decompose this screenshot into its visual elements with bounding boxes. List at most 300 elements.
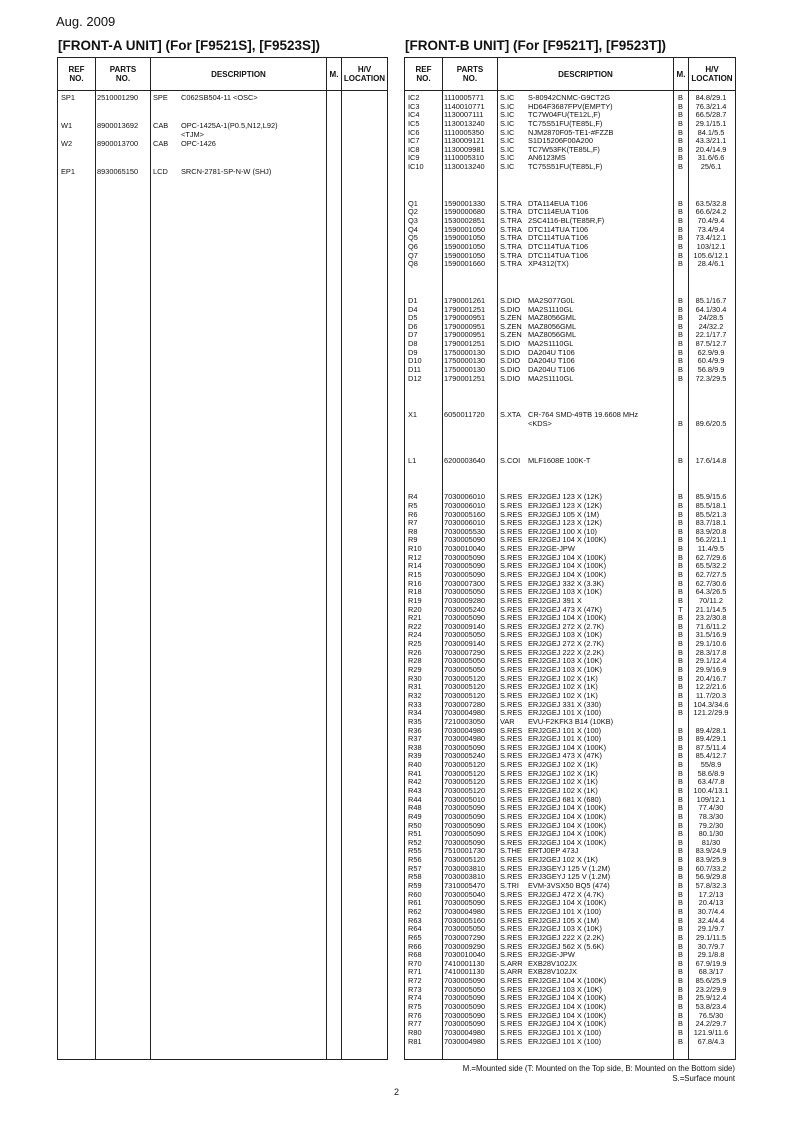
description-cell <box>497 735 673 744</box>
table-row <box>405 200 735 209</box>
location-cell: 79.2/30 <box>698 821 724 830</box>
component-type: S.ZEN <box>500 322 522 331</box>
component-description: ERJ2GEJ 331 X (330) <box>528 700 602 709</box>
ref-cell: R16 <box>408 579 422 588</box>
component-description: ERJ2GEJ 123 X (12K) <box>528 501 602 510</box>
ref-cell: D5 <box>408 314 418 323</box>
table-row <box>405 960 735 969</box>
ref-cell: R9 <box>408 536 418 545</box>
description-cell <box>497 701 673 710</box>
location-cell: 66.6/24.2 <box>695 208 727 217</box>
mount-side-cell <box>326 140 341 149</box>
location-cell <box>341 140 387 149</box>
part-number-cell: 7030005090 <box>444 812 486 821</box>
mount-side-cell: B <box>678 536 683 545</box>
mount-side-cell: B <box>678 743 683 752</box>
component-description: ERJ2GEJ 102 X (1K) <box>528 674 598 683</box>
component-description: ERJ2GEJ 101 X (100) <box>528 907 602 916</box>
ref-cell: R7 <box>408 519 418 528</box>
description-cell <box>150 148 326 168</box>
location-cell: 103/12.1 <box>696 242 726 251</box>
location-cell: 76.5/30 <box>698 1011 724 1020</box>
part-number-cell: 1790001251 <box>444 305 486 314</box>
table-row <box>405 796 735 805</box>
component-description: ERJ2GEJ 104 X (100K) <box>528 830 607 839</box>
component-description: ERJ2GEJ 102 X (1K) <box>528 761 598 770</box>
part-number-cell: 1590001050 <box>444 242 486 251</box>
table-row <box>405 172 735 200</box>
component-type: S.RES <box>500 545 523 554</box>
mount-side-cell: B <box>678 873 683 882</box>
description-cell <box>497 519 673 528</box>
description-cell <box>497 614 673 623</box>
location-cell: 21.1/14.5 <box>695 605 727 614</box>
component-description: TC75S51FU(TE85L,F) <box>528 119 603 128</box>
location-cell: 63.5/32.8 <box>695 199 727 208</box>
component-type: S.RES <box>500 804 523 813</box>
component-description: AN6123MS <box>528 154 566 163</box>
mount-side-cell <box>673 383 688 411</box>
col-header-parts: PARTS NO. <box>443 58 498 90</box>
table-row <box>405 908 735 917</box>
location-cell: 64.1/30.4 <box>695 305 727 314</box>
mount-side-cell <box>326 168 341 177</box>
part-number-cell: 7030005090 <box>444 838 486 847</box>
description-cell <box>497 770 673 779</box>
part-number-cell <box>95 131 150 140</box>
part-number-cell: 1530002851 <box>444 217 486 226</box>
table-row <box>405 528 735 537</box>
table-row <box>405 657 735 666</box>
component-type: S.TRA <box>500 242 522 251</box>
ref-cell: R37 <box>408 735 422 744</box>
component-description: ERJ2GEJ 332 X (3.3K) <box>528 579 604 588</box>
ref-cell: R24 <box>408 631 422 640</box>
location-cell: 11.7/20.3 <box>695 691 727 700</box>
ref-cell <box>405 269 442 297</box>
description-cell <box>497 502 673 511</box>
mount-side-cell: B <box>678 501 683 510</box>
ref-cell: R19 <box>408 596 422 605</box>
location-cell: 20.4/13 <box>698 899 724 908</box>
component-description: DTC114TUA T106 <box>528 251 589 260</box>
component-type: S.RES <box>500 787 523 795</box>
component-type: S.RES <box>500 916 523 925</box>
mount-side-cell: B <box>678 527 683 536</box>
location-cell: 85.5/21.3 <box>695 510 727 519</box>
part-number-cell: 7410001130 <box>444 968 485 977</box>
ref-cell <box>58 103 95 123</box>
part-number-cell: 7030005090 <box>444 553 486 562</box>
description-cell <box>497 260 673 269</box>
location-cell: 89.4/29.1 <box>695 735 727 744</box>
description-cell <box>497 934 673 943</box>
description-cell <box>497 269 673 297</box>
component-type: S.RES <box>500 683 523 692</box>
mount-side-cell: B <box>678 234 683 243</box>
component-type: S.ARR <box>500 968 523 977</box>
ref-cell: EP1 <box>61 167 75 176</box>
table-row <box>405 744 735 753</box>
mount-side-cell: B <box>678 119 683 128</box>
mount-side-cell: B <box>678 830 683 839</box>
table-row <box>405 252 735 261</box>
description-cell <box>497 226 673 235</box>
table-row <box>405 154 735 163</box>
mount-side-cell: B <box>678 260 683 269</box>
component-description: EVM-3VSX50 BQ5 (474) <box>528 882 610 891</box>
part-number-cell: 7310005470 <box>444 882 486 891</box>
table-row <box>405 580 735 589</box>
component-description: ERJ2GEJ 104 X (100K) <box>528 562 607 571</box>
location-cell: 29.1/9.7 <box>697 925 725 934</box>
component-type: S.IC <box>500 163 515 172</box>
table-row <box>405 943 735 952</box>
description-cell <box>497 420 673 429</box>
mount-side-cell: B <box>678 111 683 120</box>
description-cell <box>497 1003 673 1012</box>
part-number-cell: 7030005050 <box>444 985 486 994</box>
mount-side-cell: B <box>678 1028 683 1037</box>
table-row <box>58 168 387 177</box>
location-cell: 84.1/5.5 <box>697 128 725 137</box>
location-cell: 29.1/11.5 <box>695 933 727 942</box>
table-row <box>405 554 735 563</box>
mount-side-cell: B <box>678 985 683 994</box>
part-number-cell: 7030005090 <box>444 570 486 579</box>
part-number-cell: 1130013240 <box>444 163 485 172</box>
component-description: MA2S1110GL <box>528 305 574 314</box>
description-cell <box>497 366 673 375</box>
component-description: NJM2870F05-TE1-#FZZB <box>528 128 614 137</box>
mount-side-cell: B <box>678 959 683 968</box>
description-cell <box>497 796 673 805</box>
col-header-description: DESCRIPTION <box>151 58 327 90</box>
location-cell: 28.4/6.1 <box>697 260 725 269</box>
location-cell: 25/6.1 <box>700 163 722 172</box>
description-cell <box>497 1038 673 1047</box>
ref-cell: X1 <box>408 411 418 420</box>
table-row <box>405 493 735 502</box>
location-cell: 65.5/32.2 <box>695 562 727 571</box>
table-row <box>405 129 735 138</box>
component-type: S.RES <box>500 942 523 951</box>
mount-side-cell: B <box>678 787 683 795</box>
part-number-cell: 1590000680 <box>444 208 486 217</box>
component-description: ERJ3GEYJ 125 V (1.2M) <box>528 864 611 873</box>
table-row <box>405 562 735 571</box>
ref-cell: R12 <box>408 553 422 562</box>
location-cell: 31.5/16.9 <box>695 631 727 640</box>
component-type: S.RES <box>500 614 523 623</box>
component-description: ERJ2GEJ 103 X (10K) <box>528 925 602 934</box>
component-description: ERJ2GEJ 102 X (1K) <box>528 683 598 692</box>
component-type: S.ZEN <box>500 331 522 340</box>
description-cell <box>497 340 673 349</box>
mount-side-cell <box>673 269 688 297</box>
component-type: S.RES <box>500 873 523 882</box>
location-cell: 67.8/4.3 <box>697 1037 725 1046</box>
component-description: ERJ2GEJ 104 X (100K) <box>528 1003 607 1012</box>
part-number-cell: 7030009280 <box>444 596 486 605</box>
ref-cell: R33 <box>408 700 422 709</box>
col-header-location: H/V LOCATION <box>691 65 733 83</box>
location-cell <box>688 383 734 411</box>
mount-side-cell <box>326 103 341 123</box>
part-number-cell: 7030005160 <box>444 916 486 925</box>
mount-side-cell: B <box>678 666 683 675</box>
part-number-cell: 1790000951 <box>444 331 486 340</box>
ref-cell: R43 <box>408 787 422 795</box>
description-cell <box>497 357 673 366</box>
table-row <box>405 951 735 960</box>
location-cell <box>341 122 387 131</box>
component-description: SRCN-2781-SP-N-W (SHJ) <box>181 167 272 176</box>
component-type: S.RES <box>500 951 523 960</box>
description-cell <box>497 822 673 831</box>
mount-side-cell: B <box>678 864 683 873</box>
description-cell <box>497 1020 673 1029</box>
location-cell: 67.9/19.9 <box>695 959 727 968</box>
ref-cell: R36 <box>408 726 422 735</box>
component-type: S.RES <box>500 994 523 1003</box>
description-cell <box>497 899 673 908</box>
table-row <box>405 813 735 822</box>
mount-side-cell: B <box>678 968 683 977</box>
ref-cell: R21 <box>408 614 422 623</box>
part-number-cell: 1750000130 <box>444 366 486 375</box>
ref-cell: IC8 <box>408 145 420 154</box>
mount-side-cell: B <box>678 614 683 623</box>
mount-side-cell: B <box>678 856 683 865</box>
description-cell <box>497 709 673 718</box>
component-description: ERJ2GEJ 101 X (100) <box>528 735 602 744</box>
component-type: S.RES <box>500 553 523 562</box>
table-row <box>58 131 387 140</box>
description-cell <box>497 986 673 995</box>
location-cell: 89.4/28.1 <box>695 726 727 735</box>
mount-side-cell: B <box>678 510 683 519</box>
ref-cell <box>405 420 442 429</box>
mount-side-cell: B <box>678 916 683 925</box>
ref-cell: R32 <box>408 691 422 700</box>
component-type: S.RES <box>500 519 523 528</box>
ref-cell: R18 <box>408 588 422 597</box>
location-cell: 58.6/8.9 <box>697 769 725 778</box>
ref-cell: R62 <box>408 907 422 916</box>
component-description: ERJ2GEJ 104 X (100K) <box>528 812 607 821</box>
component-type: S.IC <box>500 154 515 163</box>
ref-cell: R66 <box>408 942 422 951</box>
ref-cell: R80 <box>408 1028 422 1037</box>
description-cell <box>497 787 673 796</box>
mount-side-cell: B <box>678 640 683 649</box>
component-type: S.TRA <box>500 260 522 269</box>
component-type: S.ZEN <box>500 314 522 323</box>
location-cell: 56.8/9.9 <box>697 366 725 375</box>
description-cell <box>497 744 673 753</box>
component-type: S.RES <box>500 493 523 502</box>
location-cell: 24.2/29.7 <box>695 1020 727 1029</box>
part-number-cell: 1110005350 <box>444 128 485 137</box>
component-description: MA2S077G0L <box>528 296 575 305</box>
description-cell <box>150 140 326 149</box>
location-cell <box>688 718 734 727</box>
table-row <box>405 804 735 813</box>
part-number-cell: 7030005050 <box>444 588 486 597</box>
part-number-cell: 7030005090 <box>444 830 486 839</box>
location-cell: 25.9/12.4 <box>695 994 727 1003</box>
location-cell: 53.8/23.4 <box>695 1003 727 1012</box>
mount-side-cell: B <box>678 163 683 172</box>
part-number-cell: 7030005160 <box>444 510 486 519</box>
description-cell <box>497 804 673 813</box>
ref-cell: SP1 <box>61 94 75 102</box>
ref-cell: R28 <box>408 657 422 666</box>
mount-side-cell: B <box>678 674 683 683</box>
part-number-cell: 7030005050 <box>444 666 486 675</box>
component-type: S.RES <box>500 657 523 666</box>
location-cell: 29.1/15.1 <box>695 119 727 128</box>
mount-side-cell: B <box>678 657 683 666</box>
table-row <box>405 120 735 129</box>
component-description: ERJ2GEJ 103 X (10K) <box>528 657 602 666</box>
location-cell: 28.3/17.8 <box>695 648 727 657</box>
mount-side-cell: B <box>678 519 683 528</box>
mount-side-cell: B <box>678 596 683 605</box>
ref-cell: R71 <box>408 968 422 977</box>
component-description: ERJ2GEJ 102 X (1K) <box>528 769 598 778</box>
mount-side-cell: B <box>678 545 683 554</box>
component-description: ERJ2GEJ 104 X (100K) <box>528 821 607 830</box>
description-cell <box>497 234 673 243</box>
location-cell: 87.5/12.7 <box>695 340 727 349</box>
part-number-cell: 2510001290 <box>97 94 139 102</box>
part-number-cell: 1790001261 <box>444 296 486 305</box>
part-number-cell: 7030005090 <box>444 1003 486 1012</box>
location-cell: 23.2/29.9 <box>695 985 727 994</box>
ref-cell: R26 <box>408 648 422 657</box>
component-type: S.RES <box>500 985 523 994</box>
component-description: ERJ2GEJ 391 X <box>528 596 582 605</box>
front-b-table-header <box>405 58 735 91</box>
component-type: S.RES <box>500 795 523 804</box>
front-b-title: [FRONT-B UNIT] (For [F9521T], [F9523T]) <box>405 38 667 53</box>
part-number-cell: 7030005090 <box>444 994 486 1003</box>
component-type: S.RES <box>500 925 523 934</box>
ref-cell: R38 <box>408 743 422 752</box>
component-description: ERJ2GEJ 101 X (100) <box>528 726 602 735</box>
location-cell: 56.2/21.1 <box>695 536 727 545</box>
description-cell <box>497 856 673 865</box>
component-type: VAR <box>500 717 515 726</box>
location-cell: 29.1/12.4 <box>695 657 727 666</box>
location-cell: 62.7/29.6 <box>695 553 727 562</box>
mount-side-cell: B <box>678 348 683 357</box>
component-description: ERJ2GE-JPW <box>528 951 575 960</box>
location-cell: 62.9/9.9 <box>697 348 725 357</box>
table-row <box>405 137 735 146</box>
part-number-cell: 1790000951 <box>444 322 486 331</box>
part-number-cell <box>442 465 497 493</box>
component-type: S.RES <box>500 864 523 873</box>
col-header-mount: M. <box>327 58 342 90</box>
component-type: S.RES <box>500 899 523 908</box>
component-description: DTC114TUA T106 <box>528 234 589 243</box>
description-cell <box>497 120 673 129</box>
component-description: ERJ2GEJ 473 X (47K) <box>528 752 602 761</box>
mount-side-cell: B <box>678 821 683 830</box>
component-type: S.RES <box>500 830 523 839</box>
part-number-cell: 7030005090 <box>444 1020 486 1029</box>
mount-side-cell <box>326 131 341 140</box>
part-number-cell <box>442 172 497 200</box>
part-number-cell: 7030005050 <box>444 925 486 934</box>
description-cell <box>497 917 673 926</box>
mount-side-cell: B <box>678 631 683 640</box>
component-description: ERJ2GEJ 681 X (680) <box>528 795 602 804</box>
location-cell: 17.2/13 <box>698 890 724 899</box>
description-cell <box>497 692 673 701</box>
mount-side-cell: B <box>678 890 683 899</box>
component-type: S.RES <box>500 778 523 787</box>
component-description: ERJ2GEJ 104 X (100K) <box>528 536 607 545</box>
component-type: S.TRA <box>500 225 522 234</box>
description-cell <box>497 580 673 589</box>
table-row <box>58 148 387 168</box>
table-row <box>405 977 735 986</box>
description-cell <box>150 168 326 177</box>
description-cell <box>497 429 673 457</box>
component-description: XP4312(TX) <box>528 260 569 269</box>
description-cell <box>497 314 673 323</box>
location-cell <box>341 103 387 123</box>
part-number-cell: 7030004980 <box>444 709 486 718</box>
part-number-cell: 7030003810 <box>444 873 486 882</box>
component-description: ERJ2GEJ 123 X (12K) <box>528 493 602 502</box>
table-row <box>405 873 735 882</box>
component-type: S.RES <box>500 527 523 536</box>
component-description: ERJ2GEJ 100 X (10) <box>528 527 598 536</box>
location-cell: 85.5/18.1 <box>695 501 727 510</box>
ref-cell: R59 <box>408 882 422 891</box>
description-cell <box>497 465 673 493</box>
mount-side-cell: B <box>678 942 683 951</box>
description-cell <box>150 94 326 103</box>
component-description: DTC114TUA T106 <box>528 225 589 234</box>
ref-cell: Q4 <box>408 225 418 234</box>
ref-cell: D12 <box>408 374 422 383</box>
part-number-cell: 7030003810 <box>444 864 486 873</box>
location-cell: 32.4/4.4 <box>697 916 725 925</box>
component-type: S.RES <box>500 907 523 916</box>
surface-mount-note: S.=Surface mount <box>672 1074 735 1083</box>
mount-side-cell: B <box>678 225 683 234</box>
ref-cell: R8 <box>408 527 418 536</box>
ref-cell: IC10 <box>408 163 424 172</box>
component-type: LCD <box>153 167 168 176</box>
table-row <box>405 1003 735 1012</box>
part-number-cell: 7030007290 <box>444 648 486 657</box>
location-cell: 87.5/11.4 <box>695 743 727 752</box>
description-cell <box>497 960 673 969</box>
mount-side-cell: B <box>678 925 683 934</box>
ref-cell: R81 <box>408 1037 422 1046</box>
description-cell <box>497 666 673 675</box>
table-row <box>405 986 735 995</box>
location-cell: 85.4/12.7 <box>695 752 727 761</box>
ref-cell: R50 <box>408 821 422 830</box>
